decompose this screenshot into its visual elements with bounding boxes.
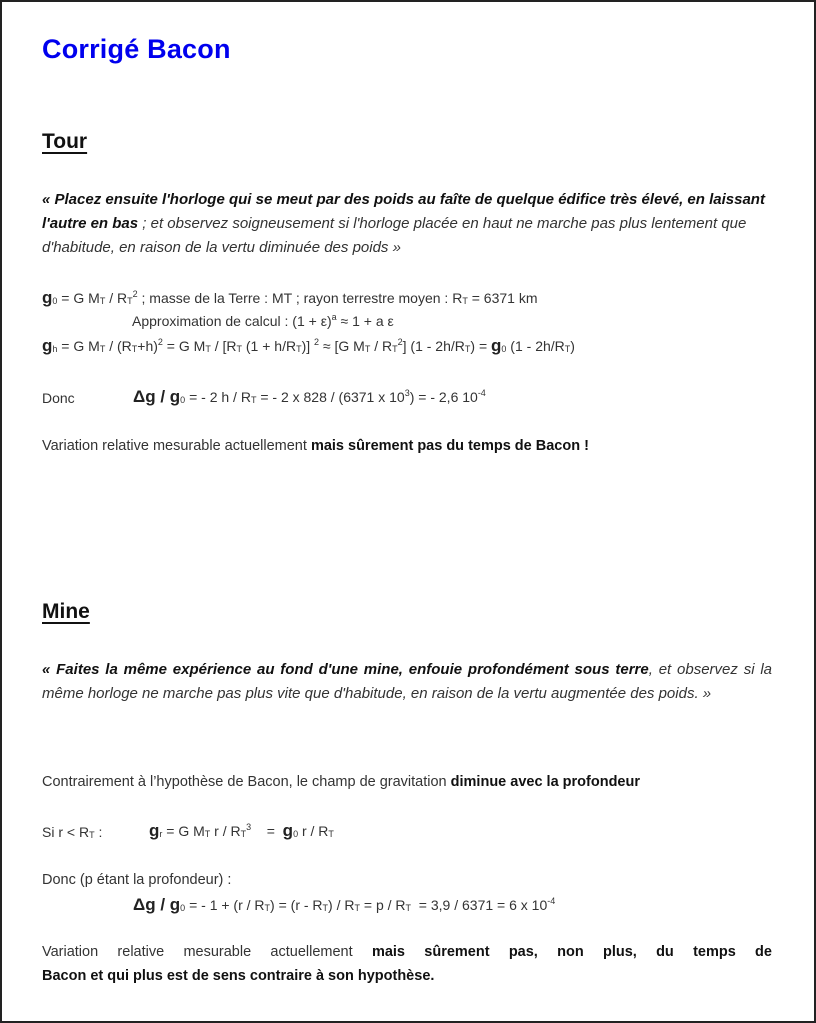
text-fragment: ≈ [G M (319, 338, 365, 354)
text-fragment: +h) (137, 338, 158, 354)
text-fragment: g (282, 821, 294, 840)
text-fragment: T (99, 296, 106, 306)
tour-approximation (132, 312, 394, 329)
text-fragment: Variation relative mesurable actuellement (42, 944, 372, 960)
text-fragment: a (331, 312, 337, 322)
mine-contrary-statement (42, 774, 640, 790)
text-fragment: = G M (162, 823, 205, 839)
tour-donc-label: Donc (42, 390, 75, 406)
mine-condition (42, 824, 102, 840)
text-fragment: r (159, 829, 163, 839)
text-fragment: 3 (246, 822, 252, 832)
document-title: Corrigé Bacon (42, 34, 231, 64)
text-fragment: T (564, 344, 571, 354)
text-fragment: 2 (157, 337, 163, 347)
text-fragment: T (462, 296, 468, 306)
text-fragment: / R (370, 338, 393, 354)
text-fragment: T (264, 903, 271, 913)
text-fragment: = G M (57, 338, 100, 354)
text-fragment: Δg / (133, 895, 170, 914)
mine-quote (42, 658, 772, 706)
text-fragment: mais sûrement pas du temps de Bacon ! (310, 438, 589, 454)
mine-quote-rest: , et observez si la même horloge ne marche pas plus vite que d'habitude, en raison de la vertu augmentée des poids. » (42, 661, 773, 702)
text-fragment: mais sûrement pas, non plus, du temps de (371, 944, 772, 960)
text-fragment: r / R (298, 823, 329, 839)
text-fragment: = - 2 x 828 / (6371 x 10 (256, 389, 405, 405)
text-fragment: 2 (132, 289, 138, 299)
text-fragment: -4 (547, 896, 556, 906)
text-fragment: T (99, 344, 106, 354)
text-fragment: 0 (293, 829, 299, 839)
text-fragment: = - 1 + (r / R (185, 897, 265, 913)
text-fragment: ) = (470, 338, 492, 354)
tour-equation-gh (42, 336, 575, 356)
text-fragment: = (251, 823, 283, 839)
text-fragment: T (127, 296, 133, 306)
text-fragment: T (250, 395, 257, 405)
tour-conclusion (42, 438, 589, 454)
text-fragment: 0 (180, 395, 186, 405)
text-fragment: Si r < R (42, 824, 90, 840)
text-fragment: / R (105, 290, 128, 306)
text-fragment: ) / R (328, 897, 355, 913)
section-heading-mine: Mine (42, 600, 90, 623)
text-fragment: T (364, 344, 371, 354)
text-fragment: ; masse de la Terre : MT ; rayon terrestre moyen : R (137, 290, 463, 306)
text-fragment: 0 (180, 903, 186, 913)
text-fragment: T (236, 344, 242, 354)
text-fragment: = - 2 h / R (185, 389, 251, 405)
tour-equation-g0 (42, 288, 537, 308)
text-fragment: T (89, 830, 95, 840)
text-fragment: Approximation de calcul : (1 + ε) (132, 313, 332, 329)
text-fragment: r / R (210, 823, 241, 839)
text-fragment: = 3,9 / 6371 = 6 x 10 (411, 897, 548, 913)
text-fragment: T (405, 903, 412, 913)
text-fragment: Δg / (133, 387, 170, 406)
text-fragment: 0 (52, 296, 58, 306)
text-fragment: g (42, 288, 53, 307)
text-fragment: ] (1 - 2h/R (402, 338, 465, 354)
text-fragment: 0 (501, 344, 507, 354)
text-fragment: g (169, 387, 181, 406)
text-fragment: ≈ 1 + a ε (336, 313, 394, 329)
text-fragment: )] (301, 338, 315, 354)
text-fragment: -4 (477, 388, 486, 398)
text-fragment: T (131, 344, 138, 354)
text-fragment: = G M (162, 338, 206, 354)
text-fragment: Variation relative mesurable actuellement (42, 438, 311, 454)
text-fragment: Bacon et qui plus est de sens contraire à son hypothèse. (42, 968, 435, 984)
text-fragment: 3 (404, 388, 410, 398)
text-fragment: 2 (397, 337, 403, 347)
section-heading-tour: Tour (42, 130, 88, 153)
mine-conclusion-line2 (42, 968, 434, 984)
mine-equation-gr (149, 821, 334, 841)
text-fragment: : (94, 824, 103, 840)
text-fragment: h (52, 344, 58, 354)
text-fragment: ) = - 2,6 10 (409, 389, 478, 405)
text-fragment: Contrairement à l’hypothèse de Bacon, le champ de gravitation (42, 774, 451, 790)
text-fragment: g (42, 336, 53, 355)
text-fragment: = G M (57, 290, 100, 306)
text-fragment: g (169, 895, 181, 914)
text-fragment: T (240, 829, 247, 839)
text-fragment: g (149, 821, 160, 840)
text-fragment: T (204, 829, 211, 839)
text-fragment: T (322, 903, 329, 913)
text-fragment: T (464, 344, 471, 354)
text-fragment: T (296, 344, 302, 354)
text-fragment: / (R (105, 338, 132, 354)
text-fragment: ) = (r - R (270, 897, 323, 913)
text-fragment: g (491, 336, 502, 355)
text-fragment: T (392, 344, 398, 354)
mine-quote-bold: « Faites la même expérience au fond d'une mine, enfouie profondément sous terre (42, 661, 649, 678)
text-fragment: T (205, 344, 211, 354)
tour-quote (42, 188, 772, 260)
text-fragment: diminue avec la profondeur (450, 774, 640, 790)
tour-quote-bold: « Placez ensuite l'horloge qui se meut par des poids au faîte de quelque édifice très élevé, en laissant l'autre en bas (42, 191, 765, 232)
text-fragment: (1 + h/R (241, 338, 297, 354)
tour-equation-delta-g (133, 387, 486, 407)
mine-donc-text: Donc (p étant la profondeur) : (42, 872, 232, 888)
text-fragment: (1 - 2h/R (506, 338, 565, 354)
text-fragment: 2 (314, 337, 320, 347)
text-fragment: T (328, 829, 334, 839)
mine-conclusion-line1 (42, 944, 772, 960)
text-fragment: T (354, 903, 360, 913)
mine-equation-delta-g (133, 895, 555, 915)
text-fragment: = 6371 km (467, 290, 538, 306)
tour-quote-rest: ; et observez soigneusement si l'horloge placée en haut ne marche pas plus lentement que d'habitude, en raison de la vertu diminuée des poids » (42, 215, 747, 256)
text-fragment: = p / R (360, 897, 406, 913)
text-fragment: ) (570, 338, 575, 354)
text-fragment: / [R (210, 338, 237, 354)
